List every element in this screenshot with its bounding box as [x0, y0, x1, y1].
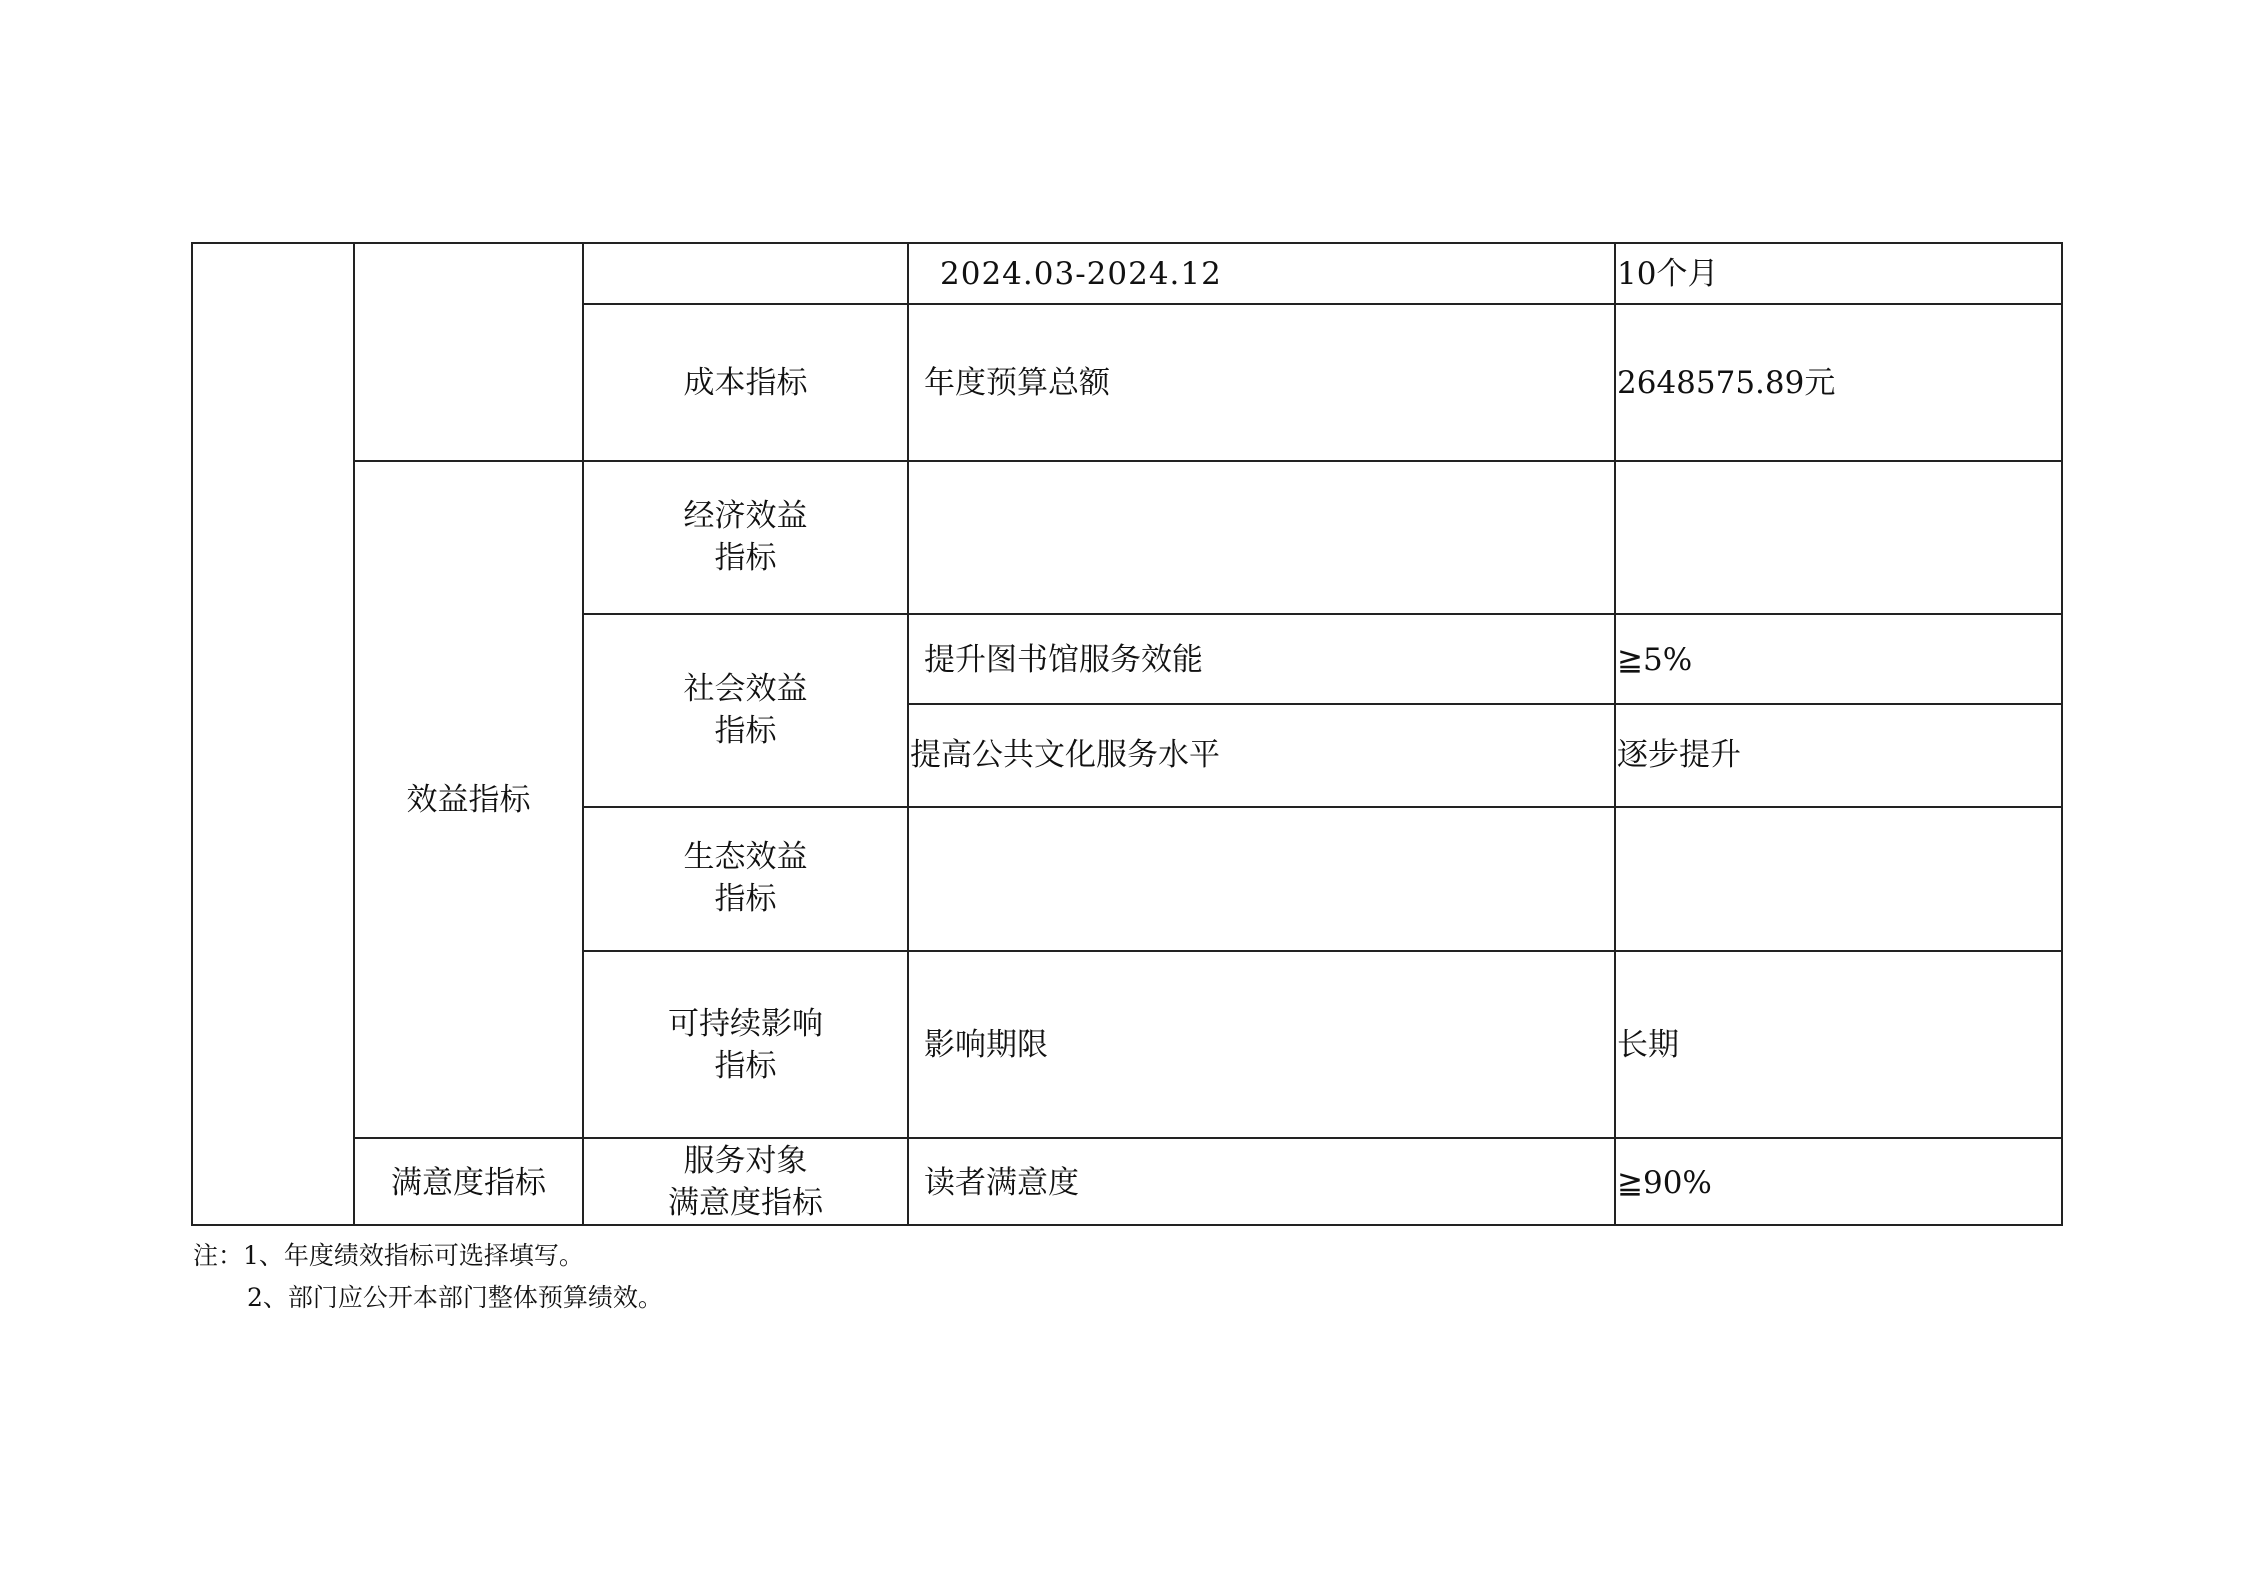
row-divider — [582, 950, 2063, 952]
satisfaction-content: 读者满意度 — [924, 1165, 1079, 1201]
cost-indicator-label: 成本指标 — [683, 365, 808, 401]
social-benefit-value-b: 逐步提升 — [1617, 737, 1741, 773]
table-border-right — [2061, 242, 2063, 1226]
social-benefit-content-b: 提高公共文化服务水平 — [910, 737, 1220, 773]
column-divider — [907, 242, 909, 1226]
economic-benefit-label-line2: 指标 — [714, 540, 777, 576]
cost-indicator-content: 年度预算总额 — [924, 365, 1110, 401]
row-divider — [907, 703, 2063, 705]
column-divider — [1614, 242, 1616, 1226]
benefit-indicator-label: 效益指标 — [406, 782, 531, 818]
social-benefit-label-line2: 指标 — [714, 713, 777, 749]
sustainable-impact-label-line1: 可持续影响 — [668, 1006, 823, 1042]
period-value: 10个月 — [1617, 256, 1719, 292]
table-border-left — [191, 242, 193, 1226]
row-divider — [582, 806, 2063, 808]
cost-indicator-value: 2648575.89元 — [1617, 365, 1836, 401]
satisfaction-indicator-label: 满意度指标 — [391, 1165, 546, 1201]
service-object-label-line1: 服务对象 — [683, 1143, 808, 1179]
ecological-benefit-label-line1: 生态效益 — [683, 839, 808, 875]
social-benefit-content-a: 提升图书馆服务效能 — [924, 642, 1203, 678]
row-divider — [582, 303, 2063, 305]
table-border-bottom — [191, 1224, 2063, 1226]
row-divider — [353, 460, 2063, 462]
sustainable-impact-label-line2: 指标 — [714, 1048, 777, 1084]
note-line-2: 2、部门应公开本部门整体预算绩效。 — [247, 1283, 663, 1312]
row-divider — [582, 613, 2063, 615]
note-line-1: 注：1、年度绩效指标可选择填写。 — [193, 1241, 584, 1270]
economic-benefit-label-line1: 经济效益 — [683, 498, 808, 534]
table-border-top — [191, 242, 2063, 244]
ecological-benefit-label-line2: 指标 — [714, 881, 777, 917]
sustainable-impact-content: 影响期限 — [924, 1027, 1048, 1063]
satisfaction-value: ≧90% — [1617, 1165, 1712, 1201]
column-divider — [353, 242, 355, 1226]
service-object-label-line2: 满意度指标 — [668, 1185, 823, 1221]
sustainable-impact-value: 长期 — [1617, 1027, 1679, 1063]
period-content: 2024.03-2024.12 — [940, 256, 1222, 292]
row-divider — [353, 1137, 2063, 1139]
social-benefit-value-a: ≧5% — [1617, 642, 1693, 678]
social-benefit-label-line1: 社会效益 — [683, 671, 808, 707]
